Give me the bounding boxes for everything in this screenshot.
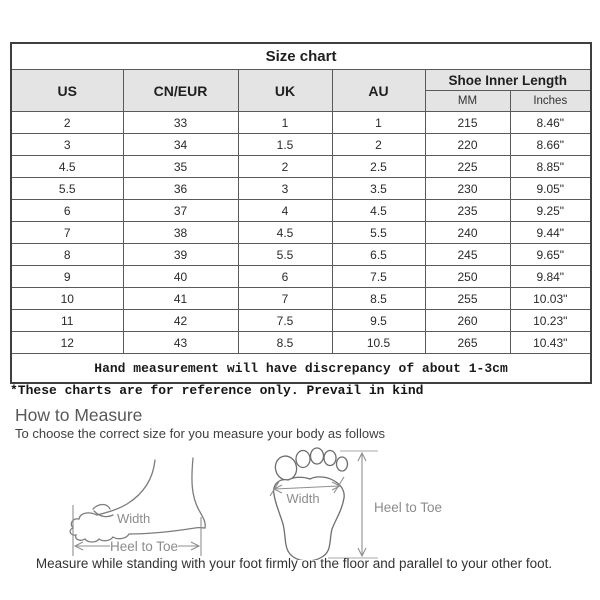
size-cell: 220 xyxy=(425,134,510,156)
size-cell: 7.5 xyxy=(238,310,332,332)
size-cell: 4.5 xyxy=(332,200,425,222)
column-header-uk: UK xyxy=(238,70,332,112)
size-cell: 5.5 xyxy=(332,222,425,244)
table-row xyxy=(11,200,591,222)
foot-side-outline xyxy=(192,458,205,528)
size-cell: 4.5 xyxy=(238,222,332,244)
size-cell: 10.23" xyxy=(510,310,591,332)
size-chart-table xyxy=(10,42,592,384)
size-cell: 235 xyxy=(425,200,510,222)
size-cell: 5.5 xyxy=(238,244,332,266)
size-cell: 39 xyxy=(123,244,238,266)
size-cell: 265 xyxy=(425,332,510,354)
size-cell: 245 xyxy=(425,244,510,266)
table-row xyxy=(11,156,591,178)
table-footer-row xyxy=(11,354,591,384)
size-cell: 2 xyxy=(11,112,123,134)
size-cell: 6 xyxy=(238,266,332,288)
size-cell: 225 xyxy=(425,156,510,178)
table-row xyxy=(11,134,591,156)
column-header-au: AU xyxy=(332,70,425,112)
size-cell: 3 xyxy=(11,134,123,156)
size-cell: 9.44" xyxy=(510,222,591,244)
toe-3 xyxy=(311,448,324,464)
table-row xyxy=(11,288,591,310)
measure-instruction: Measure while standing with your foot firmly on the floor and parallel to your other foot. xyxy=(35,556,553,571)
size-cell: 9.84" xyxy=(510,266,591,288)
size-cell: 33 xyxy=(123,112,238,134)
table-header-row xyxy=(11,70,591,91)
size-cell: 1 xyxy=(238,112,332,134)
size-cell: 1 xyxy=(332,112,425,134)
how-to-measure-heading: How to Measure xyxy=(15,405,143,425)
size-cell: 6 xyxy=(11,200,123,222)
table-row xyxy=(11,244,591,266)
size-cell: 40 xyxy=(123,266,238,288)
column-header-cn-eur: CN/EUR xyxy=(123,70,238,112)
column-header-us: US xyxy=(11,70,123,112)
size-cell: 240 xyxy=(425,222,510,244)
size-cell: 9 xyxy=(11,266,123,288)
size-cell: 42 xyxy=(123,310,238,332)
size-cell: 10.43" xyxy=(510,332,591,354)
foot-side-instep xyxy=(97,460,155,515)
size-cell: 7 xyxy=(11,222,123,244)
size-cell: 11 xyxy=(11,310,123,332)
size-cell: 10.03" xyxy=(510,288,591,310)
size-cell: 10.5 xyxy=(332,332,425,354)
size-cell: 9.25" xyxy=(510,200,591,222)
size-cell: 230 xyxy=(425,178,510,200)
size-cell: 8.85" xyxy=(510,156,591,178)
size-cell: 3 xyxy=(238,178,332,200)
size-cell: 9.05" xyxy=(510,178,591,200)
foot-side-knuckle-arc xyxy=(93,505,110,510)
toe-5 xyxy=(337,457,348,471)
side-heel-to-toe-label: Heel to Toe xyxy=(109,539,179,554)
size-cell: 37 xyxy=(123,200,238,222)
size-cell: 3.5 xyxy=(332,178,425,200)
size-cell: 43 xyxy=(123,332,238,354)
top-heel-to-toe-label: Heel to Toe xyxy=(374,500,443,515)
size-cell: 2.5 xyxy=(332,156,425,178)
size-cell: 41 xyxy=(123,288,238,310)
heel-toe-arrow-right xyxy=(178,542,199,550)
measurement-diagrams xyxy=(0,440,600,560)
size-cell: 6.5 xyxy=(332,244,425,266)
toe-4 xyxy=(324,451,336,466)
size-cell: 255 xyxy=(425,288,510,310)
size-cell: 215 xyxy=(425,112,510,134)
size-cell: 2 xyxy=(238,156,332,178)
size-cell: 8.66" xyxy=(510,134,591,156)
column-header-inches: Inches xyxy=(510,91,591,112)
size-cell: 260 xyxy=(425,310,510,332)
size-cell: 9.5 xyxy=(332,310,425,332)
size-cell: 5.5 xyxy=(11,178,123,200)
table-row xyxy=(11,112,591,134)
size-cell: 9.65" xyxy=(510,244,591,266)
column-header-inner-length: Shoe Inner Length xyxy=(425,70,591,91)
heel-toe-arrow-left xyxy=(75,542,110,550)
size-cell: 4 xyxy=(238,200,332,222)
side-width-label: Width xyxy=(117,511,151,526)
size-cell: 250 xyxy=(425,266,510,288)
vertical-heel-toe-arrow xyxy=(358,453,366,556)
table-row xyxy=(11,178,591,200)
size-cell: 8.5 xyxy=(332,288,425,310)
table-row xyxy=(11,266,591,288)
size-cell: 7.5 xyxy=(332,266,425,288)
size-cell: 8.5 xyxy=(238,332,332,354)
size-cell: 2 xyxy=(332,134,425,156)
toe-2 xyxy=(296,451,310,468)
column-header-mm: MM xyxy=(425,91,510,112)
table-row xyxy=(11,332,591,354)
size-cell: 35 xyxy=(123,156,238,178)
top-width-label: Width xyxy=(286,491,320,506)
measurement-disclaimer: Hand measurement will have discrepancy of about 1-3cm xyxy=(11,354,591,384)
reference-note: *These charts are for reference only. Prevail in kind xyxy=(10,383,424,398)
table-row xyxy=(11,310,591,332)
table-title: Size chart xyxy=(11,43,591,70)
size-cell: 12 xyxy=(11,332,123,354)
size-cell: 1.5 xyxy=(238,134,332,156)
size-cell: 4.5 xyxy=(11,156,123,178)
size-cell: 8 xyxy=(11,244,123,266)
size-cell: 34 xyxy=(123,134,238,156)
foot-side-view-diagram xyxy=(70,458,205,542)
table-row xyxy=(11,222,591,244)
size-cell: 7 xyxy=(238,288,332,310)
size-cell: 8.46" xyxy=(510,112,591,134)
table-title-row xyxy=(11,43,591,70)
how-to-measure-subheading: To choose the correct size for you measure your body as follows xyxy=(15,426,385,441)
size-cell: 38 xyxy=(123,222,238,244)
size-cell: 36 xyxy=(123,178,238,200)
size-cell: 10 xyxy=(11,288,123,310)
